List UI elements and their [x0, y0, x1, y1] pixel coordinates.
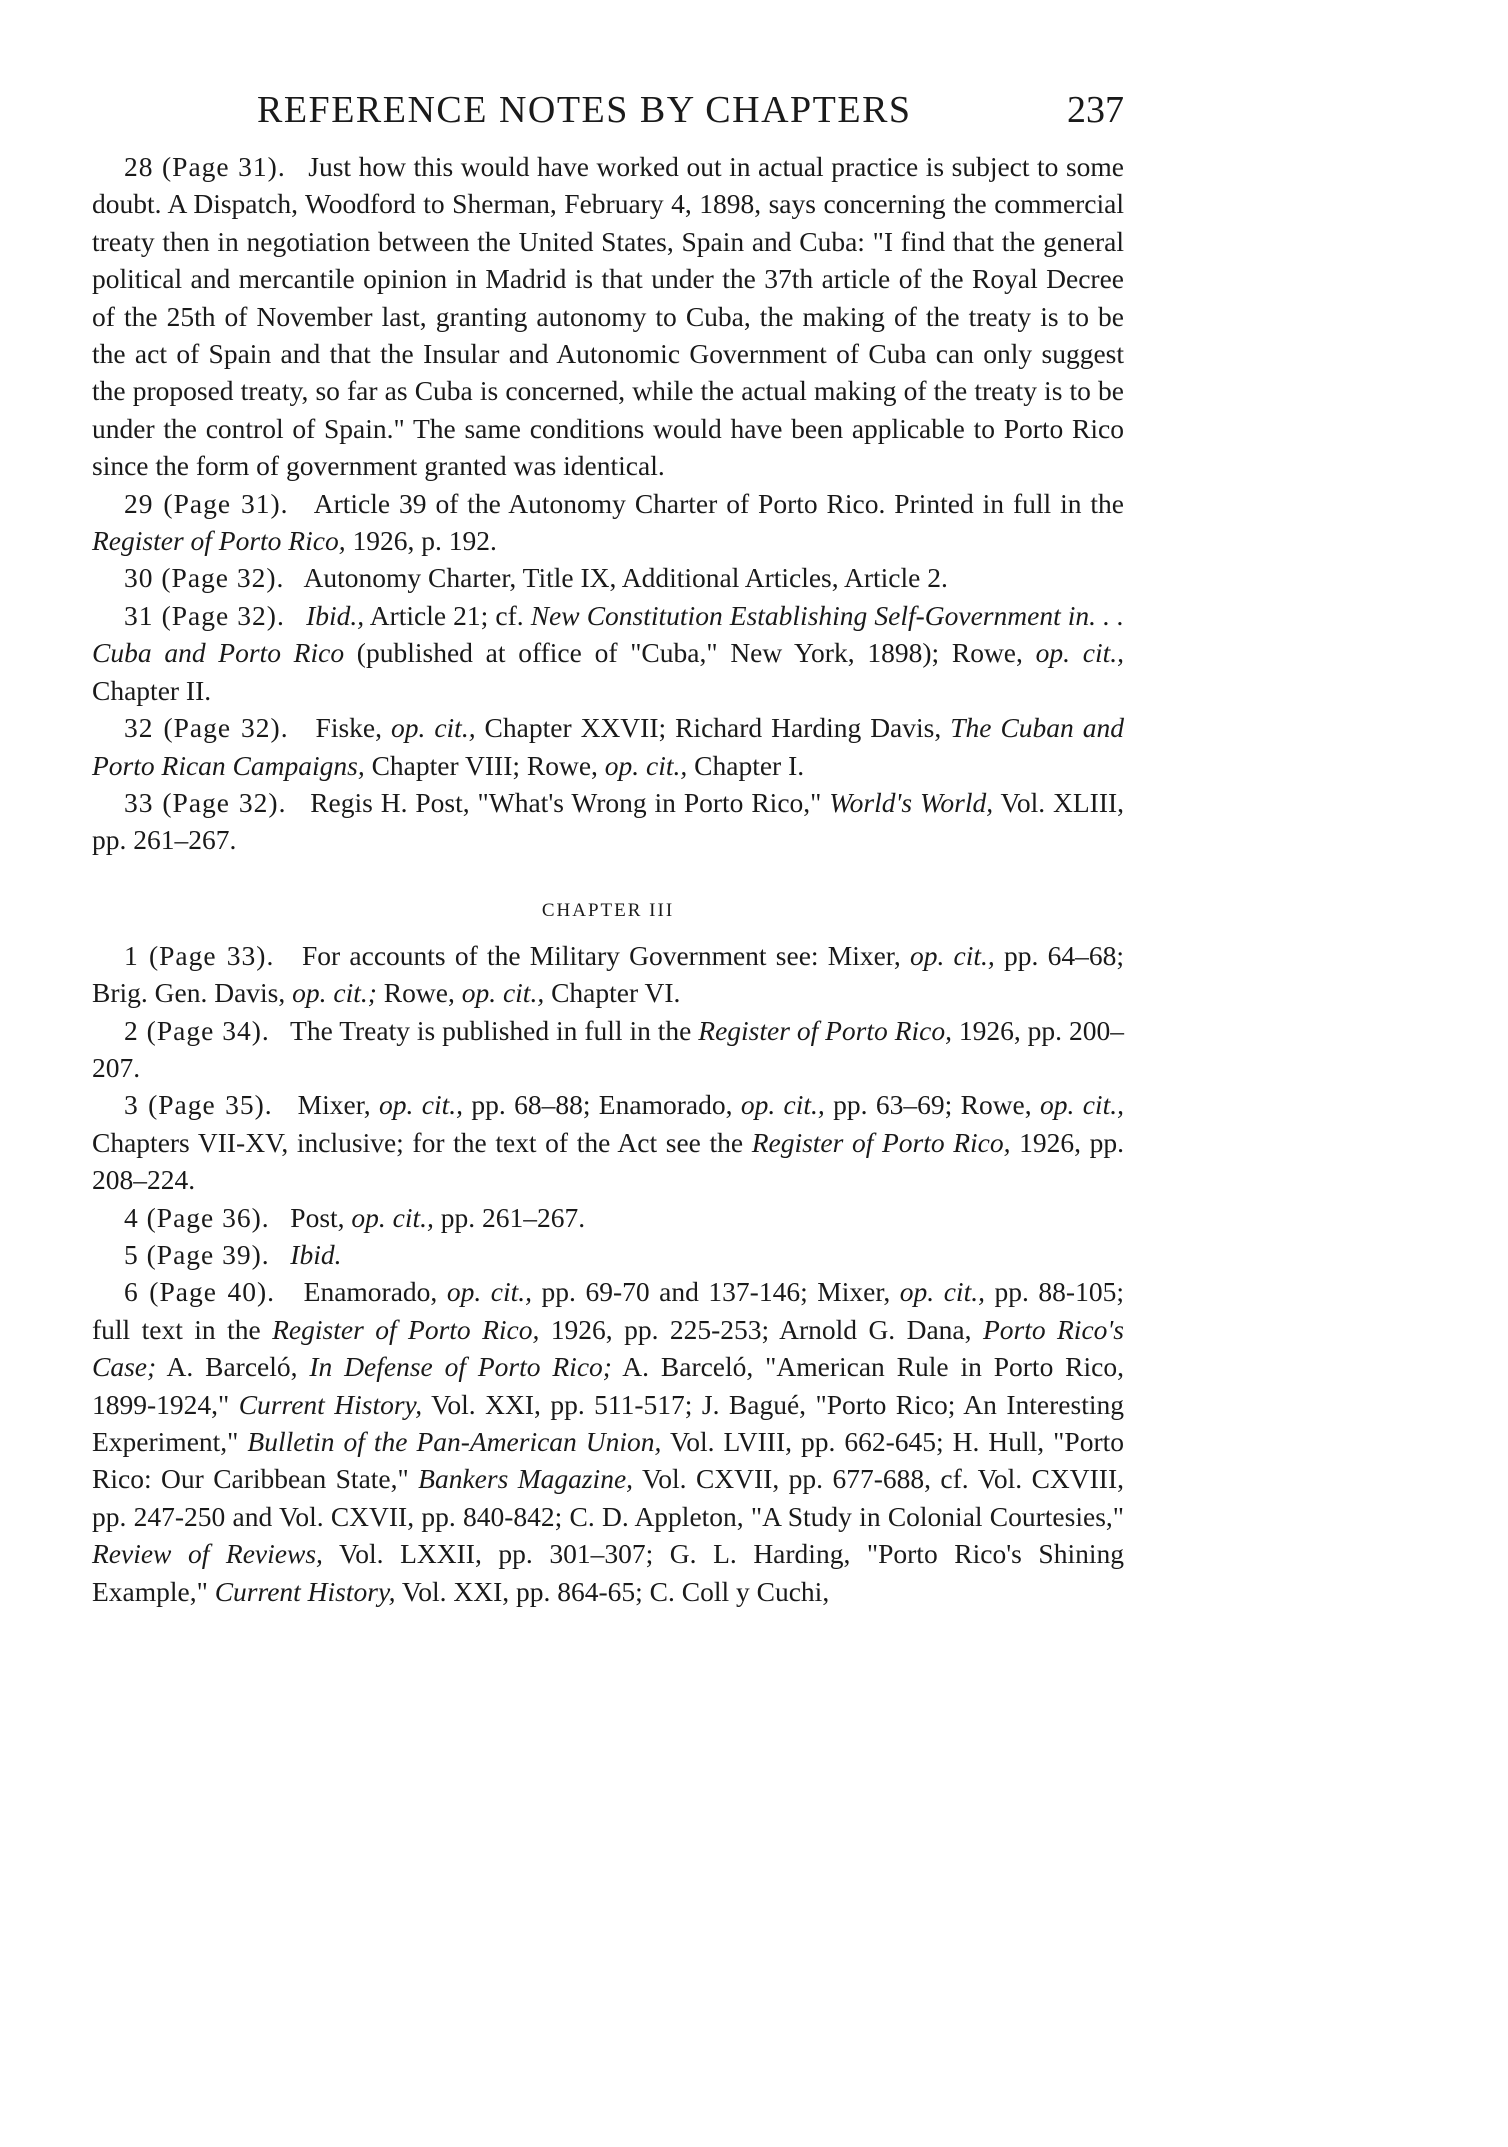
note-text: pp. 68–88; Enamorado, — [462, 1089, 741, 1121]
note-text: Just how this would have worked out in actual practice is subject to some doubt. A Dispatch, Woodford to Sherman, February 4, 1898, says concerning the commercial treaty then in negotiation between the United States, Spain and Cuba: "I find that the general political and mercantile opinion in Madrid is that under the 37th article of the Royal Decree of the 25th of November last, granting autonomy to Cuba, the making of the treaty is to be the act of Spain and that the Insular and Autonomic Government of Cuba can only suggest the proposed treaty, so far as Cuba is concerned, while the actual making of the treaty is to be under the control of Spain." The same conditions would have been applicable to Porto Rico since the form of government granted was identical. — [92, 151, 1124, 482]
note-label: 29 (Page 31). — [124, 487, 289, 519]
note-label: 4 (Page 36). — [124, 1201, 270, 1233]
page-header — [92, 88, 1124, 138]
reference-note — [92, 709, 1124, 784]
note-text: Chapter II. — [92, 674, 212, 706]
reference-note — [92, 1012, 1124, 1087]
reference-note — [92, 559, 1124, 596]
note-text: Regis H. Post, "What's Wrong in Porto Rico," — [310, 786, 830, 818]
note-italic-title: New Constitution Establishing Self-Government in. . . Cuba and Porto Rico — [92, 599, 1124, 669]
note-italic-title: Bankers Magazine, — [418, 1463, 634, 1495]
note-text: Enamorado, — [303, 1276, 447, 1308]
note-text: Mixer, — [297, 1089, 380, 1121]
note-italic-title: In Defense of Porto Rico; — [309, 1351, 612, 1383]
note-text: Article 21; cf. — [364, 599, 531, 631]
note-italic-title: Ibid., — [306, 599, 365, 631]
note-italic-title: The Cuban and Porto Rican Campaigns, — [92, 712, 1125, 781]
note-italic-title: Register of Porto Rico, — [698, 1014, 952, 1046]
note-italic-title: Current History, — [238, 1388, 423, 1420]
note-text: Chapters VII-XV, inclusive; for the text of the Act see the — [92, 1126, 752, 1158]
note-italic-title: op. cit., — [899, 1276, 985, 1308]
note-text: 1926, pp. 225-253; Arnold G. Dana, — [539, 1313, 983, 1345]
note-italic-title: Porto Rico's Case; — [92, 1313, 1124, 1383]
note-label: 30 (Page 32). — [124, 562, 285, 594]
note-text: pp. 261–267. — [433, 1201, 586, 1233]
note-italic-title: op. cit., — [1040, 1089, 1124, 1121]
note-text: Chapter VI. — [544, 977, 681, 1009]
note-text: A. Barceló, — [156, 1351, 310, 1383]
note-italic-title: Ibid. — [290, 1238, 342, 1270]
note-italic-title: Register of Porto Rico, — [272, 1313, 540, 1345]
note-italic-title: Register of Porto Rico, — [751, 1126, 1011, 1158]
note-italic-title: op. cit.; — [292, 977, 377, 1009]
note-italic-title: op. cit., — [379, 1089, 463, 1121]
reference-note — [92, 937, 1124, 1012]
note-text: Fiske, — [315, 712, 391, 744]
reference-note — [92, 1086, 1124, 1198]
note-label: 3 (Page 35). — [124, 1089, 273, 1121]
note-text: Vol. LVIII, pp. 662-645; H. Hull, "Porto Rico: Our Caribbean State," — [92, 1426, 1124, 1495]
note-italic-title: op. cit., — [909, 939, 995, 971]
note-text: 1926, p. 192. — [345, 525, 497, 557]
note-italic-title: op. cit., — [604, 749, 688, 781]
note-text: Vol. XXI, pp. 511-517; J. Bagué, "Porto Rico; An Interesting Experiment," — [92, 1388, 1124, 1457]
notes-body — [92, 148, 1124, 1610]
note-italic-title: Review of Reviews, — [92, 1538, 323, 1570]
note-text: 1926, pp. 208–224. — [92, 1126, 1124, 1196]
note-italic-title: Current History, — [214, 1575, 396, 1607]
note-italic-title: World's World, — [829, 786, 994, 818]
note-text: (published at office of "Cuba," New York, 1898); Rowe, — [344, 637, 1036, 669]
note-text: pp. 69-70 and 137-146; Mixer, — [532, 1276, 900, 1308]
note-text: Vol. XLIII, pp. 261–267. — [92, 786, 1125, 856]
note-text: Autonomy Charter, Title IX, Additional Articles, Article 2. — [303, 562, 948, 594]
note-italic-title: op. cit., — [351, 1201, 434, 1233]
note-italic-title: op. cit., — [1035, 637, 1124, 669]
note-text: Post, — [290, 1201, 352, 1233]
note-italic-title: op. cit., — [446, 1276, 532, 1308]
note-text: pp. 88-105; full text in the — [92, 1276, 1124, 1345]
note-label: 32 (Page 32). — [124, 712, 289, 744]
reference-note — [92, 1273, 1124, 1610]
reference-note — [92, 1199, 1124, 1236]
notes-list-chapter-iii — [92, 937, 1124, 1610]
running-title: REFERENCE NOTES BY CHAPTERS — [257, 89, 912, 131]
reference-note — [92, 597, 1124, 709]
note-text: Rowe, — [376, 977, 462, 1009]
note-text: 1926, pp. 200–207. — [92, 1014, 1124, 1083]
note-text: Vol. LXXII, pp. 301–307; G. L. Harding, "Porto Rico's Shining Example," — [92, 1538, 1124, 1607]
note-text: The Treaty is published in full in the — [290, 1014, 699, 1046]
note-italic-title: op. cit., — [740, 1089, 825, 1121]
note-italic-title: op. cit., — [461, 977, 545, 1009]
note-text: Vol. CXVII, pp. 677-688, cf. Vol. CXVIII, pp. 247-250 and Vol. CXVII, pp. 840-842; C. D. Appleton, "A Study in Colonial Courtesies," — [92, 1463, 1124, 1532]
note-text: Chapter I. — [687, 749, 805, 781]
note-label: 5 (Page 39). — [124, 1238, 270, 1270]
chapter-heading: CHAPTER III — [541, 899, 675, 921]
reference-note — [92, 485, 1124, 560]
note-label: 31 (Page 32). — [124, 599, 285, 631]
note-italic-title: Bulletin of the Pan-American Union, — [247, 1426, 662, 1457]
note-text: A. Barceló, "American Rule in Porto Rico, 1899-1924," — [92, 1351, 1124, 1420]
note-label: 28 (Page 31). — [124, 151, 286, 182]
note-label: 2 (Page 34). — [124, 1014, 270, 1046]
note-italic-title: op. cit., — [390, 712, 476, 744]
note-italic-title: Register of Porto Rico, — [92, 525, 346, 557]
note-text: For accounts of the Military Government see: Mixer, — [301, 939, 910, 971]
note-label: 33 (Page 32). — [124, 786, 287, 818]
note-text: Article 39 of the Autonomy Charter of Porto Rico. Printed in full in the — [313, 487, 1124, 519]
reference-note — [92, 784, 1124, 859]
note-text: Chapter VIII; Rowe, — [364, 749, 605, 781]
note-text: pp. 64–68; Brig. Gen. Davis, — [92, 939, 1124, 1009]
reference-note — [92, 1236, 1124, 1273]
reference-note — [92, 148, 1124, 485]
note-text: Chapter XXVII; Richard Harding Davis, — [475, 712, 951, 744]
note-text: pp. 63–69; Rowe, — [824, 1089, 1040, 1121]
notes-list-chapter-ii — [92, 148, 1124, 859]
page-number: 237 — [1067, 89, 1124, 131]
note-label: 6 (Page 40). — [124, 1276, 275, 1308]
note-label: 1 (Page 33). — [124, 939, 275, 971]
note-text: Vol. XXI, pp. 864-65; C. Coll y Cuchi, — [395, 1575, 830, 1607]
